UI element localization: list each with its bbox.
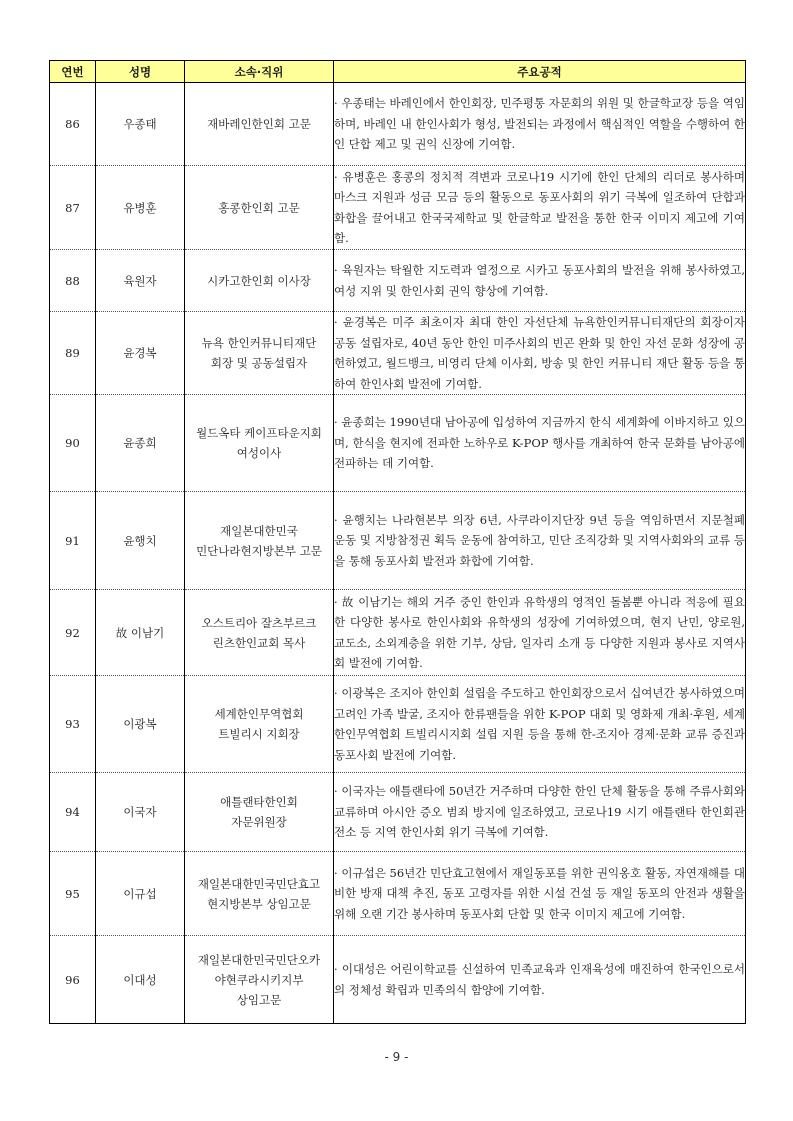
row-number: 93 [50, 676, 96, 773]
table-row [50, 250, 746, 312]
row-number: 95 [50, 852, 96, 936]
affiliation: 애틀랜타한인회 자문위원장 [185, 773, 334, 852]
table-row [50, 852, 746, 936]
person-name: 윤행치 [96, 492, 185, 590]
affiliation: 재일본대한민국 민단나라현지방본부 고문 [185, 492, 334, 590]
table-row [50, 676, 746, 773]
header-name: 성명 [96, 61, 185, 83]
achievements: · 유병훈은 홍콩의 정치적 격변과 코로나19 시기에 한인 단체의 리더로 봉사하며 마스크 지원과 성금 모금 등의 활동으로 동포사회의 위기 극복에 일조하여 단합과 화합을 끌어내고 한국국제학교 및 한글학교 발전을 통한 한국 이미지 제고에 기여함. [334, 166, 746, 250]
row-number: 88 [50, 250, 96, 312]
row-number: 96 [50, 936, 96, 1024]
affiliation: 홍콩한인회 고문 [185, 166, 334, 250]
table-row [50, 312, 746, 395]
achievements: · 육원자는 탁월한 지도력과 열정으로 시카고 동포사회의 발전을 위해 봉사하였고, 여성 지위 및 한인사회 권익 향상에 기여함. [334, 250, 746, 312]
table-row [50, 590, 746, 676]
row-number: 89 [50, 312, 96, 395]
affiliation: 세계한인무역협회 트빌리시 지회장 [185, 676, 334, 773]
header-achievements: 주요공적 [334, 61, 746, 83]
achievements: · 故 이남기는 해외 거주 중인 한인과 유학생의 영적인 돌봄뿐 아니라 적응에 필요한 다양한 봉사로 한인사회와 유학생의 성장에 기여하였으며, 현지 난민, 양로원, 교도소, 소외계층을 위한 기부, 상담, 일자리 소개 등 다양한 지원과 봉사로 지역사회 발전에 기여함. [334, 590, 746, 676]
affiliation: 월드옥타 케이프타운지회 여성이사 [185, 395, 334, 492]
person-name: 이대성 [96, 936, 185, 1024]
row-number: 91 [50, 492, 96, 590]
header-row [50, 61, 746, 83]
table-row [50, 773, 746, 852]
person-name: 윤종희 [96, 395, 185, 492]
table-row [50, 166, 746, 250]
header-affiliation: 소속·직위 [185, 61, 334, 83]
achievements: · 우종태는 바레인에서 한인회장, 민주평통 자문회의 위원 및 한글학교장 등을 역임하며, 바레인 내 한인사회가 형성, 발전되는 과정에서 핵심적인 역할을 수행하여 한인 단합 제고 및 권익 신장에 기여함. [334, 83, 746, 166]
person-name: 이규섭 [96, 852, 185, 936]
achievements: · 윤종희는 1990년대 남아공에 입성하여 지금까지 한식 세계화에 이바지하고 있으며, 한식을 현지에 전파한 노하우로 K-POP 행사를 개최하여 한국 문화를 남아공에 전파하는 데 기여함. [334, 395, 746, 492]
page-number: - 9 - [384, 1050, 409, 1064]
achievements: · 윤경복은 미주 최초이자 최대 한인 자선단체 뉴욕한인커뮤니티재단의 회장이자 공동 설립자로, 40년 동안 한인 미주사회의 빈곤 완화 및 한인 자선 문화 성장에 공헌하였고, 월드뱅크, 비영리 단체 이사회, 방송 및 한인 커뮤니티 재단 활동 등을 통하여 한인사회 발전에 기여함. [334, 312, 746, 395]
row-number: 87 [50, 166, 96, 250]
table-row [50, 83, 746, 166]
affiliation: 재일본대한민국민단오카 야현쿠라시키지부 상임고문 [185, 936, 334, 1024]
achievements: · 이대성은 어린이학교를 신설하여 민족교육과 인재육성에 매진하여 한국인으로서의 정체성 확립과 민족의식 함양에 기여함. [334, 936, 746, 1024]
affiliation: 시카고한인회 이사장 [185, 250, 334, 312]
person-name: 故 이남기 [96, 590, 185, 676]
person-name: 이국자 [96, 773, 185, 852]
row-number: 94 [50, 773, 96, 852]
row-number: 90 [50, 395, 96, 492]
person-name: 윤경복 [96, 312, 185, 395]
affiliation: 오스트리아 잘츠부르크 린츠한인교회 목사 [185, 590, 334, 676]
awards-table [49, 60, 746, 1024]
table-row [50, 492, 746, 590]
row-number: 86 [50, 83, 96, 166]
table-row [50, 936, 746, 1024]
header-no: 연번 [50, 61, 96, 83]
row-number: 92 [50, 590, 96, 676]
achievements: · 이규섭은 56년간 민단효고현에서 재일동포를 위한 권익옹호 활동, 자연재해를 대비한 방재 대책 추진, 동포 고령자를 위한 시설 건설 등 재일 동포의 안전과 생활을 위해 오랜 기간 봉사하며 동포사회 단합 및 한국 이미지 제고에 기여함. [334, 852, 746, 936]
person-name: 우종태 [96, 83, 185, 166]
person-name: 이광복 [96, 676, 185, 773]
person-name: 유병훈 [96, 166, 185, 250]
achievements: · 윤행치는 나라현본부 의장 6년, 사쿠라이지단장 9년 등을 역임하면서 지문철폐 운동 및 지방참정권 획득 운동에 참여하고, 민단 조직강화 및 지역사회와의 교류 등을 통해 동포사회 발전과 화합에 기여함. [334, 492, 746, 590]
affiliation: 재바레인한인회 고문 [185, 83, 334, 166]
achievements: · 이광복은 조지아 한인회 설립을 주도하고 한인회장으로서 십여년간 봉사하였으며 고려인 가족 발굴, 조지아 한류팬들을 위한 K-POP 대회 및 영화제 개최·후원, 세계한인무역협회 트빌리시지회 설립 지원 등을 통해 한-조지아 경제·문화 교류 증진과 동포사회 발전에 기여함. [334, 676, 746, 773]
achievements: · 이국자는 애틀랜타에 50년간 거주하며 다양한 한인 단체 활동을 통해 주류사회와 교류하며 아시안 증오 범죄 방지에 일조하였고, 코로나19 시기 애틀랜타 한인회관 전소 등 지역 한인사회 위기 극복에 기여함. [334, 773, 746, 852]
affiliation: 재일본대한민국민단효고 현지방본부 상임고문 [185, 852, 334, 936]
person-name: 육원자 [96, 250, 185, 312]
affiliation: 뉴욕 한인커뮤니티재단 회장 및 공동설립자 [185, 312, 334, 395]
table-row [50, 395, 746, 492]
